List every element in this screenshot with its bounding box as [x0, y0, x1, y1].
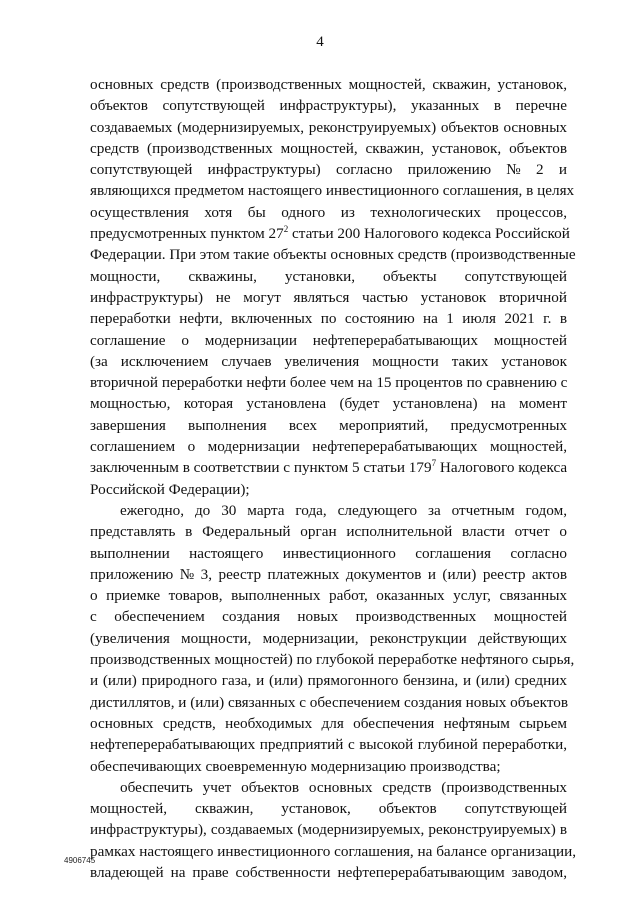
- text-line: [90, 670, 567, 691]
- text-line: [90, 564, 567, 585]
- superscript: 2: [283, 224, 289, 235]
- line-text: дистиллятов, и (или) связанных с обеспечением создания новых объектов: [90, 693, 569, 711]
- text-line: [90, 415, 567, 436]
- line-text: (за исключением случаев увеличения мощности таких установок: [90, 352, 567, 370]
- line-text: вторичной переработки нефти более чем на 15 процентов по сравнению с: [90, 374, 568, 392]
- line-text: предусмотренных пунктом 27: [90, 225, 284, 243]
- line-text: представлять в Федеральный орган исполнительной власти отчет о: [90, 523, 567, 541]
- text-line: [90, 713, 567, 734]
- line-text: рамках настоящего инвестиционного соглашения, на балансе организации,: [90, 842, 577, 860]
- line-text: средств (производственных мощностей, скважин, установок, объектов: [90, 139, 567, 157]
- text-line: [90, 330, 567, 351]
- text-line: [90, 436, 567, 457]
- line-text: переработки нефти, включенных по состоянию на 1 июля 2021 г. в: [90, 310, 567, 328]
- text-line: [90, 180, 575, 201]
- text-line: [90, 862, 567, 883]
- line-text: создаваемых (модернизируемых, реконструируемых) объектов основных: [90, 118, 567, 136]
- text-line: [90, 479, 567, 500]
- line-text: выполнении настоящего инвестиционного соглашения согласно: [90, 544, 567, 562]
- line-text: обеспечивающих своевременную модернизацию производства;: [90, 757, 501, 775]
- text-line: [90, 500, 567, 521]
- line-text: являющихся предметом настоящего инвестиционного соглашения, в целях: [90, 182, 575, 200]
- line-text: мощностей, скважин, установок, объектов сопутствующей: [90, 800, 567, 818]
- text-line: [90, 74, 567, 95]
- line-text: (увеличения мощности, модернизации, реконструкции действующих: [90, 629, 567, 647]
- line-text: соглашение о модернизации нефтеперерабатывающих мощностей: [90, 331, 567, 349]
- line-text: мощности, скважины, установки, объекты сопутствующей: [90, 267, 567, 285]
- text-line: [90, 117, 567, 138]
- text-line: [90, 734, 567, 755]
- text-line: [90, 798, 567, 819]
- line-text: и (или) природного газа, и (или) прямогонного бензина, и (или) средних: [90, 672, 567, 690]
- line-text: заключенным в соответствии с пунктом 5 статьи 179: [90, 459, 432, 477]
- line-text: объектов сопутствующей инфраструктуры), указанных в перечне: [90, 97, 567, 115]
- line-text: обеспечить учет объектов основных средств (производственных: [120, 778, 567, 796]
- text-line: [90, 308, 567, 329]
- text-line: [90, 393, 567, 414]
- text-line: [90, 841, 577, 862]
- line-text: инфраструктуры), создаваемых (модернизируемых, реконструируемых) в: [90, 821, 567, 839]
- line-text: приложению № 3, реестр платежных документов и (или) реестр актов: [90, 565, 567, 583]
- text-line: [90, 372, 567, 393]
- line-text-after: Налогового кодекса: [436, 459, 568, 477]
- line-text: инфраструктуры) не могут являться частью установок вторичной: [90, 288, 567, 306]
- text-line: [90, 543, 567, 564]
- text-line: [90, 159, 567, 180]
- text-line: [90, 777, 567, 798]
- text-line: [90, 649, 575, 670]
- text-line: [90, 585, 567, 606]
- text-line: [90, 692, 567, 713]
- line-text: о приемке товаров, выполненных работ, оказанных услуг, связанных: [90, 587, 567, 605]
- line-text: нефтеперерабатывающих предприятий с высокой глубиной переработки,: [90, 736, 567, 754]
- line-text: осуществления хотя бы одного из технологических процессов,: [90, 203, 567, 221]
- text-line: [90, 202, 567, 223]
- text-line: [90, 351, 567, 372]
- text-line: [90, 223, 570, 244]
- page-number: 4: [316, 34, 324, 50]
- line-text: основных средств (производственных мощностей, скважин, установок,: [90, 76, 567, 93]
- text-line: [90, 606, 567, 627]
- text-line: [90, 138, 567, 159]
- line-text: соглашением о модернизации нефтеперерабатывающих мощностей,: [90, 438, 567, 456]
- text-line: [90, 628, 567, 649]
- text-line: [90, 287, 567, 308]
- line-text: производственных мощностей) по глубокой переработке нефтяного сырья,: [90, 651, 575, 669]
- text-line: [90, 244, 576, 265]
- document-body: [90, 74, 577, 883]
- line-text: сопутствующей инфраструктуры) согласно приложению № 2 и: [90, 161, 567, 179]
- document-code: 4906745: [64, 856, 96, 865]
- line-text: с обеспечением создания новых производственных мощностей: [90, 608, 567, 626]
- text-line: [90, 819, 567, 840]
- line-text: владеющей на праве собственности нефтеперерабатывающим заводом,: [90, 863, 567, 881]
- line-text: завершения выполнения всех мероприятий, предусмотренных: [90, 416, 567, 434]
- line-text: ежегодно, до 30 марта года, следующего за отчетным годом,: [120, 501, 567, 519]
- line-text: основных средств, необходимых для обеспечения нефтяным сырьем: [90, 714, 567, 732]
- text-line: [90, 521, 567, 542]
- text-line: [90, 95, 567, 116]
- line-text-after: статьи 200 Налогового кодекса Российской: [288, 225, 570, 243]
- line-text: Российской Федерации);: [90, 480, 250, 498]
- text-line: [90, 266, 567, 287]
- text-line: [90, 756, 567, 777]
- line-text: Федерации. При этом такие объекты основных средств (производственные: [90, 246, 576, 264]
- superscript: 7: [431, 458, 437, 469]
- line-text: мощностью, которая установлена (будет установлена) на момент: [90, 395, 567, 413]
- text-line: [90, 457, 567, 478]
